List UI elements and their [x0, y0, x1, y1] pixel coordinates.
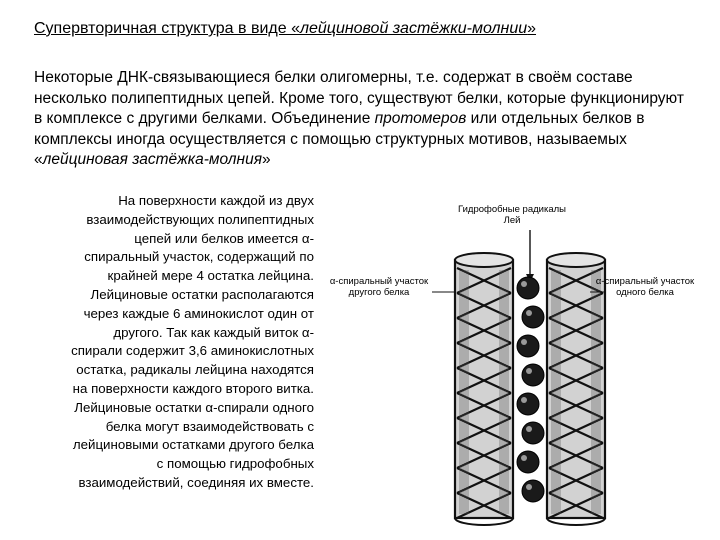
intro-part3: » [261, 151, 271, 168]
side-line: спиральный участок, содержащий по [84, 249, 314, 265]
intro-part1: Некоторые ДНК-связывающиеся белки олигомерны, т.е. содержат в своём составе несколько полипептидных цепей. Кроме того, существуют белки, которые функционируют в комплексе с другими белками. Объединение [34, 69, 684, 127]
leucine-residue-highlight [526, 426, 532, 432]
leucine-residue [522, 422, 544, 444]
side-line: на поверхности каждого второго витка. [72, 380, 314, 396]
label-other-protein-helix-line2: другого белка [348, 287, 410, 298]
label-other-protein-helix-line1: α-спиральный участок [329, 276, 429, 287]
intro-italic-zipper: лейциновая застёжка-молния [42, 151, 262, 168]
leucine-residue [522, 480, 544, 502]
leucine-residue [517, 451, 539, 473]
side-line: остатка, радикалы лейцина находятся [76, 362, 314, 378]
side-line: На поверхности каждой из двух [118, 193, 314, 208]
leucine-residue [522, 364, 544, 386]
label-one-protein-helix-line2: одного белка [616, 287, 674, 298]
leucine-residue [517, 393, 539, 415]
leucine-residue-highlight [526, 310, 532, 316]
title-prefix: Супервторичная структура в виде « [34, 20, 300, 37]
leucine-zipper-diagram [314, 188, 720, 540]
leucine-residue [517, 277, 539, 299]
right-helix-top-cap [547, 253, 605, 267]
intro-italic-protomers: протомеров [374, 110, 467, 127]
label-one-protein-helix [586, 276, 704, 298]
title-italic: лейциновой застёжки-молнии [299, 20, 528, 37]
leucine-residue-highlight [521, 339, 527, 345]
side-line: с помощью гидрофобных [156, 456, 314, 472]
side-explanation [8, 192, 314, 493]
side-line: крайней мере 4 остатка лейцина. [107, 268, 314, 284]
side-line: белка могут взаимодействовать с [105, 418, 314, 434]
side-line: через каждые 6 аминокислот один от [83, 305, 314, 321]
intro-paragraph [34, 68, 694, 171]
leucine-zipper-figure [314, 188, 720, 540]
leucine-residue-highlight [521, 455, 527, 461]
label-other-protein-helix [320, 276, 438, 298]
label-one-protein-helix-line1: α-спиральный участок [595, 276, 695, 287]
side-line: взаимодействующих полипептидных [86, 211, 314, 227]
title-suffix: » [527, 20, 537, 37]
side-line: другого. Так как каждый виток α- [113, 324, 314, 340]
leucine-residue-highlight [521, 397, 527, 403]
side-line: взаимодействий, соединяя их вместе. [78, 474, 314, 490]
side-line: спирали содержит 3,6 аминокислотных [71, 343, 314, 359]
side-line: Лейциновые остатки α-спирали одного [74, 399, 314, 415]
side-line: Лейциновые остатки располагаются [90, 286, 314, 302]
leucine-residue [522, 306, 544, 328]
side-line: цепей или белков имеется α- [134, 230, 314, 246]
leucine-residue-highlight [526, 368, 532, 374]
leucine-residue [517, 335, 539, 357]
label-leu-text: Лей [503, 215, 521, 226]
leucine-residue-highlight [521, 281, 527, 287]
left-helix-top-cap [455, 253, 513, 267]
intro-part2: или отдельных белков в комплексы иногда осуществляется с помощью структурных мотивов, называемых « [34, 110, 645, 168]
slide-title [34, 20, 674, 38]
label-hydrophobic-radicals-text: Гидрофобные радикалы [457, 204, 566, 215]
leucine-residue-highlight [526, 484, 532, 490]
side-line: лейциновыми остатками другого белка [72, 437, 314, 453]
label-hydrophobic-radicals [442, 204, 582, 226]
